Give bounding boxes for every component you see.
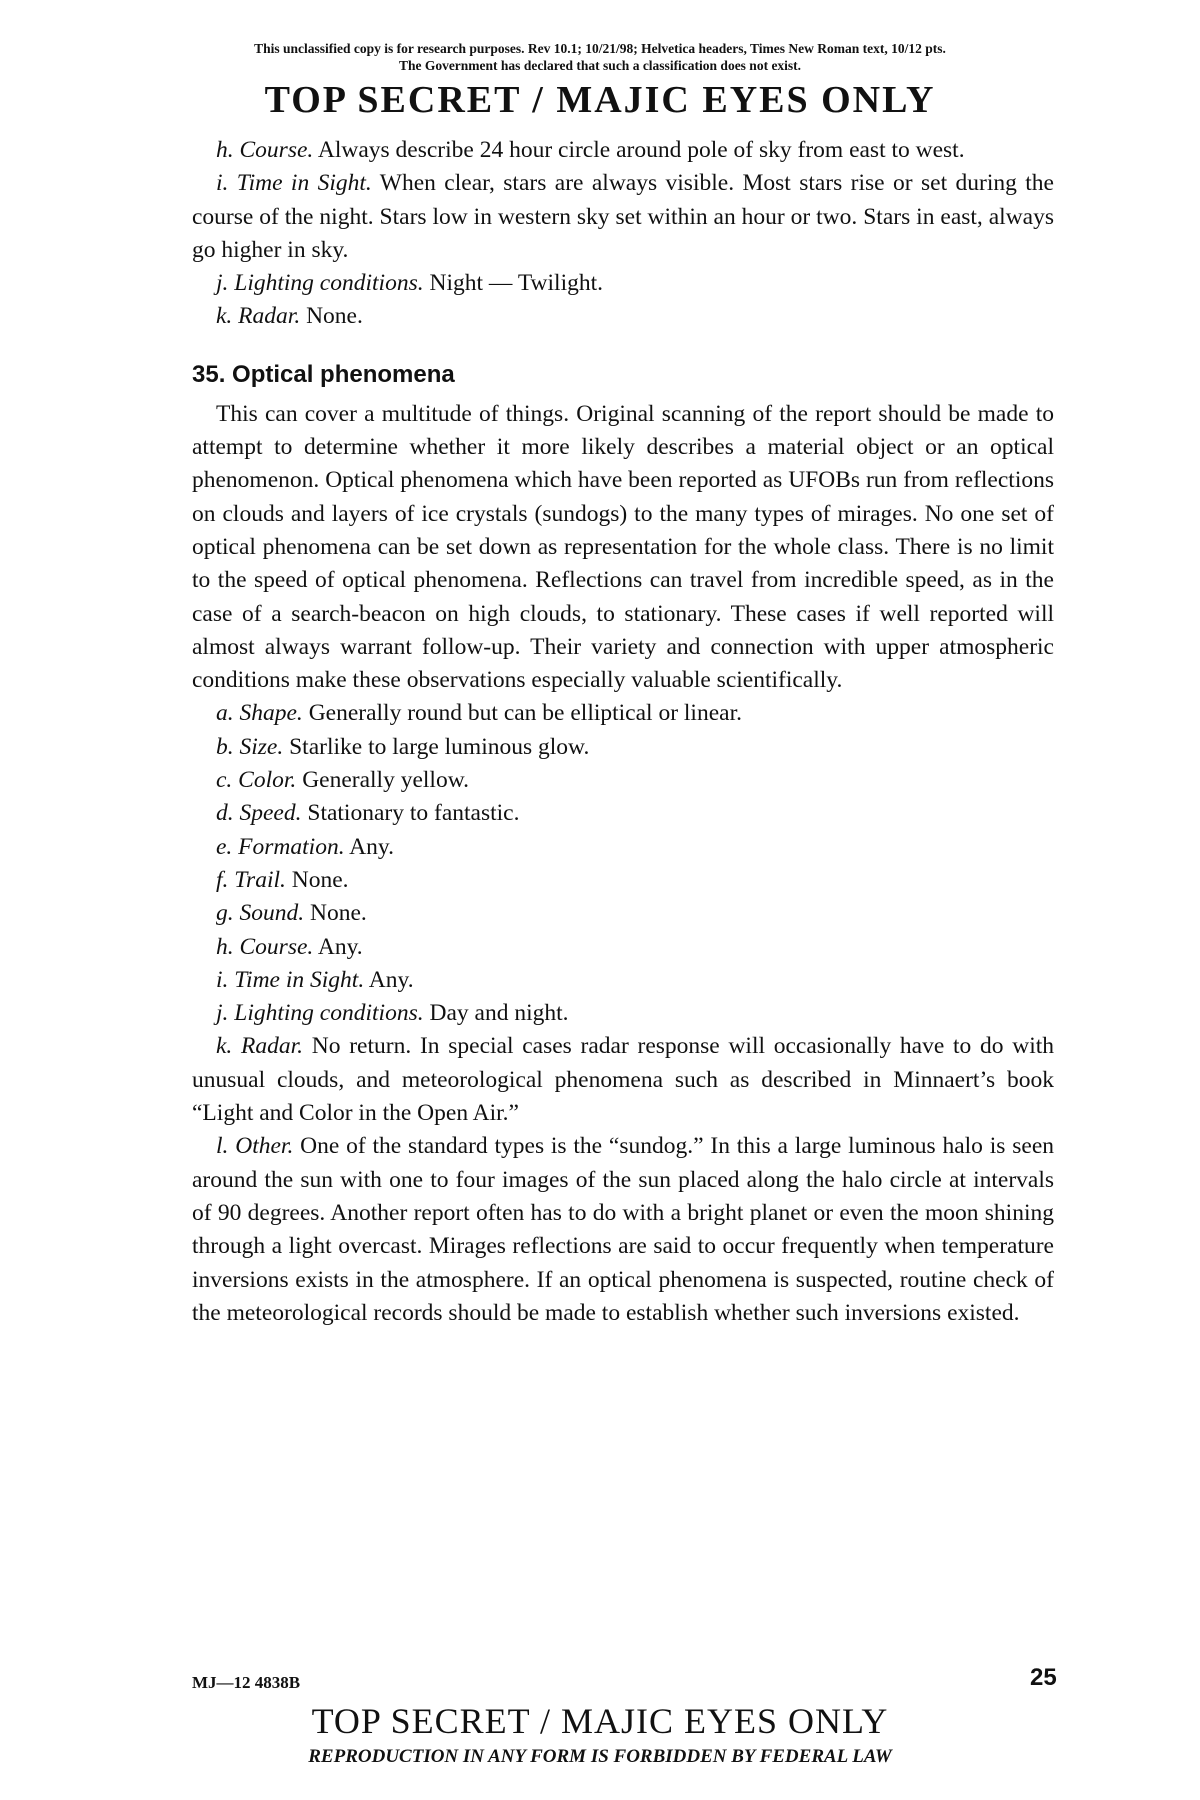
item-text: Any. bbox=[344, 833, 394, 860]
item-text: Any. bbox=[313, 933, 363, 960]
list-item bbox=[192, 797, 1054, 830]
item-label: g. Sound. bbox=[216, 900, 305, 927]
reproduction-notice: REPRODUCTION IN ANY FORM IS FORBIDDEN BY FEDERAL LAW bbox=[308, 1746, 892, 1767]
item-label: j. Lighting conditions. bbox=[216, 270, 424, 297]
item-label: i. Time in Sight. bbox=[216, 966, 365, 993]
item-label: j. Lighting conditions. bbox=[216, 1000, 424, 1027]
item-label: a. Shape. bbox=[216, 700, 303, 727]
item-label: k. Radar. bbox=[216, 303, 301, 330]
list-item bbox=[192, 864, 1054, 897]
research-notice bbox=[0, 40, 1200, 74]
list-item bbox=[192, 697, 1054, 730]
list-item bbox=[192, 764, 1054, 797]
list-item bbox=[192, 267, 1054, 300]
list-item bbox=[192, 300, 1054, 333]
item-label: f. Trail. bbox=[216, 866, 286, 893]
list-item bbox=[192, 831, 1054, 864]
section-items bbox=[192, 697, 1054, 1330]
item-text: Always describe 24 hour circle around pole of sky from east to west. bbox=[313, 137, 965, 163]
item-text: Day and night. bbox=[423, 1000, 569, 1027]
item-text: Starlike to large luminous glow. bbox=[283, 733, 590, 760]
list-item bbox=[192, 897, 1054, 930]
page-body bbox=[192, 134, 1054, 1330]
list-item bbox=[192, 731, 1054, 764]
item-label: d. Speed. bbox=[216, 800, 302, 827]
item-label: k. Radar. bbox=[216, 1033, 304, 1060]
list-item bbox=[192, 964, 1054, 997]
item-text: Night — Twilight. bbox=[423, 270, 604, 297]
list-item bbox=[192, 1030, 1054, 1130]
item-label: h. Course. bbox=[216, 137, 314, 163]
item-text: None. bbox=[300, 303, 363, 330]
item-text: Any. bbox=[364, 966, 414, 993]
item-text: Stationary to fantastic. bbox=[301, 800, 520, 827]
item-text: One of the standard types is the “sundog.” In this a large luminous halo is seen around the sun with one to four images of the sun placed along the halo circle at intervals of 90 degrees. Another report often has to do with a bright planet or even the moon shining through a light overcast. Mirages reflections are said to occur frequently when temperature inversions exists in the atmosphere. If an optical phenomena is suspected, routine check of the meteorological records should be made to establish whether such inversions existed. bbox=[192, 1133, 1055, 1326]
list-item bbox=[192, 997, 1054, 1030]
item-text: Generally round but can be elliptical or linear. bbox=[302, 700, 742, 727]
item-label: i. Time in Sight. bbox=[216, 170, 372, 197]
list-item bbox=[192, 134, 1054, 167]
item-text: Generally yellow. bbox=[296, 767, 470, 794]
item-text: None. bbox=[304, 900, 367, 927]
research-notice-line-2: The Government has declared that such a classification does not exist. bbox=[398, 58, 802, 73]
page-number: 25 bbox=[1030, 1664, 1057, 1691]
item-text: No return. In special cases radar response will occasionally have to do with unusual clouds, and meteorological phenomena such as described in Minnaert’s book “Light and Color in the Open Air.” bbox=[192, 1033, 1055, 1127]
classification-footer: TOP SECRET / MAJIC EYES ONLY bbox=[311, 1701, 889, 1741]
item-label: b. Size. bbox=[216, 733, 284, 760]
classification-header: TOP SECRET / MAJIC EYES ONLY bbox=[264, 79, 936, 121]
item-text: None. bbox=[285, 866, 349, 893]
list-item bbox=[192, 167, 1054, 267]
section-intro: This can cover a multitude of things. Original scanning of the report should be made to attempt to determine whether it more likely describes a material object or an optical phenomenon. Optical phenomena which have been reported as UFOBs run from reflections on clouds and layers of ice crystals (sundogs) to the many types of mirages. No one set of optical phenomena can be set down as representation for the whole class. There is no limit to the speed of optical phenomena. Reflections can travel from incredible speed, as in the case of a search-beacon on high clouds, to stationary. These cases if well reported will almost always warrant follow-up. Their variety and connection with upper atmospheric conditions make these observations especially valuable scientifically. bbox=[192, 400, 1054, 694]
item-label: h. Course. bbox=[216, 933, 314, 960]
item-label: e. Formation. bbox=[216, 833, 345, 860]
previous-section-items bbox=[192, 134, 1054, 334]
research-notice-line-1: This unclassified copy is for research purposes. Rev 10.1; 10/21/98; Helvetica headers, Times New Roman text, 10/12 pts. bbox=[254, 41, 946, 56]
document-code: MJ—12 4838B bbox=[192, 1673, 301, 1692]
item-label: c. Color. bbox=[216, 767, 297, 794]
item-label: l. Other. bbox=[216, 1133, 294, 1160]
list-item bbox=[192, 1130, 1054, 1330]
list-item bbox=[192, 931, 1054, 964]
item-text: When clear, stars are always visible. Most stars rise or set during the course of the night. Stars low in western sky set within an hour or two. Stars in east, always go higher in sky. bbox=[192, 170, 1054, 263]
section-heading: 35. Optical phenomena bbox=[192, 360, 455, 388]
